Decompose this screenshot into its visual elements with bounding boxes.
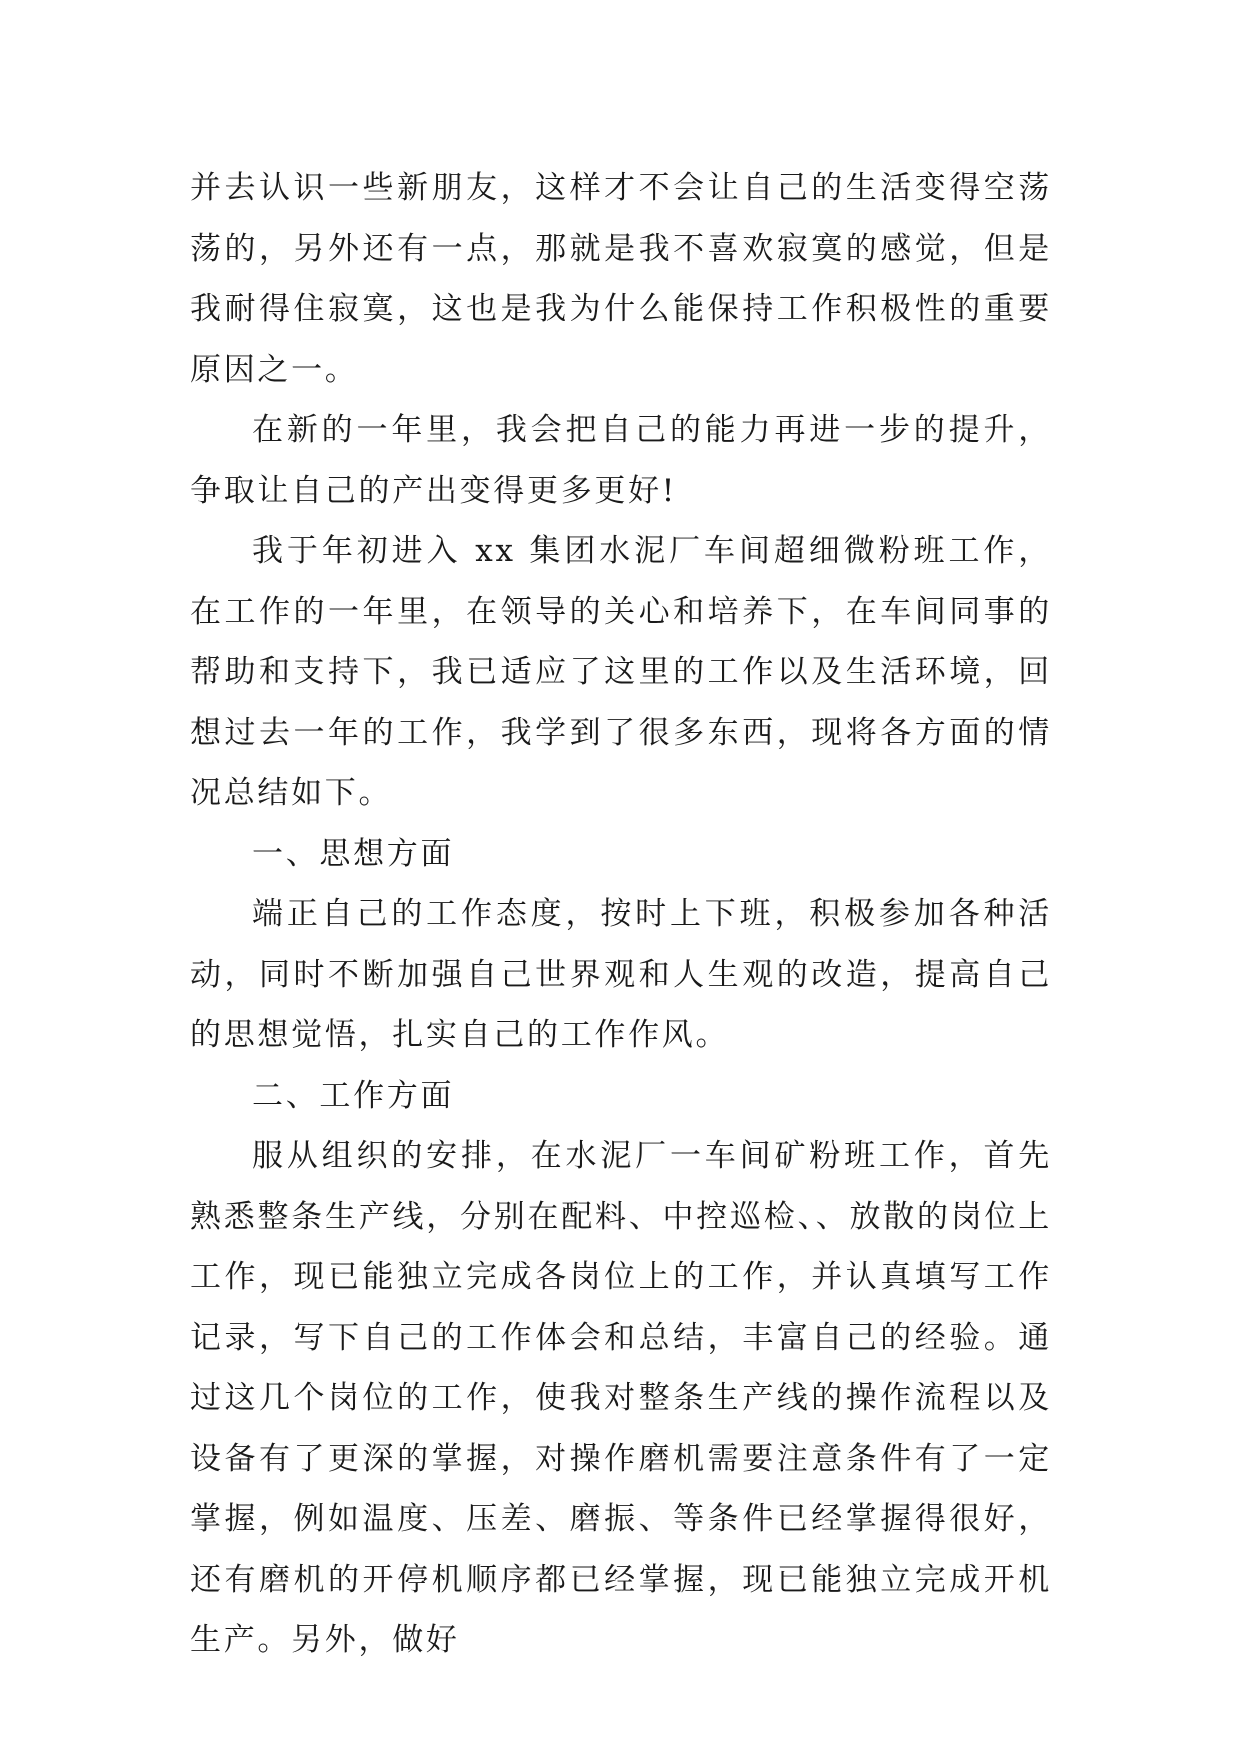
paragraph-work: 服从组织的安排，在水泥厂一车间矿粉班工作，首先熟悉整条生产线，分别在配料、中控巡检、、放散的岗位上工作，现已能独立完成各岗位上的工作，并认真填写工作记录，写下自己的工作体会和总结，丰富自己的经验。通过这几个岗位的工作，使我对整条生产线的操作流程以及设备有了更深的掌握，对操作磨机需要注意条件有了一定掌握，例如温度、压差、磨振、等条件已经掌握得很好，还有磨机的开停机顺序都已经掌握，现已能独立完成开机生产。另外，做好 bbox=[190, 1138, 1052, 1658]
paragraph-continuation: 并去认识一些新朋友，这样才不会让自己的生活变得空荡荡的，另外还有一点，那就是我不喜欢寂寞的感觉，但是我耐得住寂寞，这也是我为什么能保持工作积极性的重要原因之一。 bbox=[190, 170, 1052, 388]
paragraph-introduction: 我于年初进入 xx 集团水泥厂车间超细微粉班工作，在工作的一年里，在领导的关心和培养下，在车间同事的帮助和支持下，我已适应了这里的工作以及生活环境，回想过去一年的工作，我学到了很多东西，现将各方面的情况总结如下。 bbox=[190, 533, 1052, 811]
paragraph-thought: 端正自己的工作态度，按时上下班，积极参加各种活动，同时不断加强自己世界观和人生观的改造，提高自己的思想觉悟，扎实自己的工作作风。 bbox=[190, 896, 1052, 1053]
document-body bbox=[190, 158, 1052, 1671]
section-heading-thought: 一、思想方面 bbox=[252, 835, 455, 872]
paragraph-new-year-goal: 在新的一年里，我会把自己的能力再进一步的提升，争取让自己的产出变得更多更好! bbox=[190, 412, 1052, 509]
section-heading-work: 二、工作方面 bbox=[252, 1077, 455, 1114]
